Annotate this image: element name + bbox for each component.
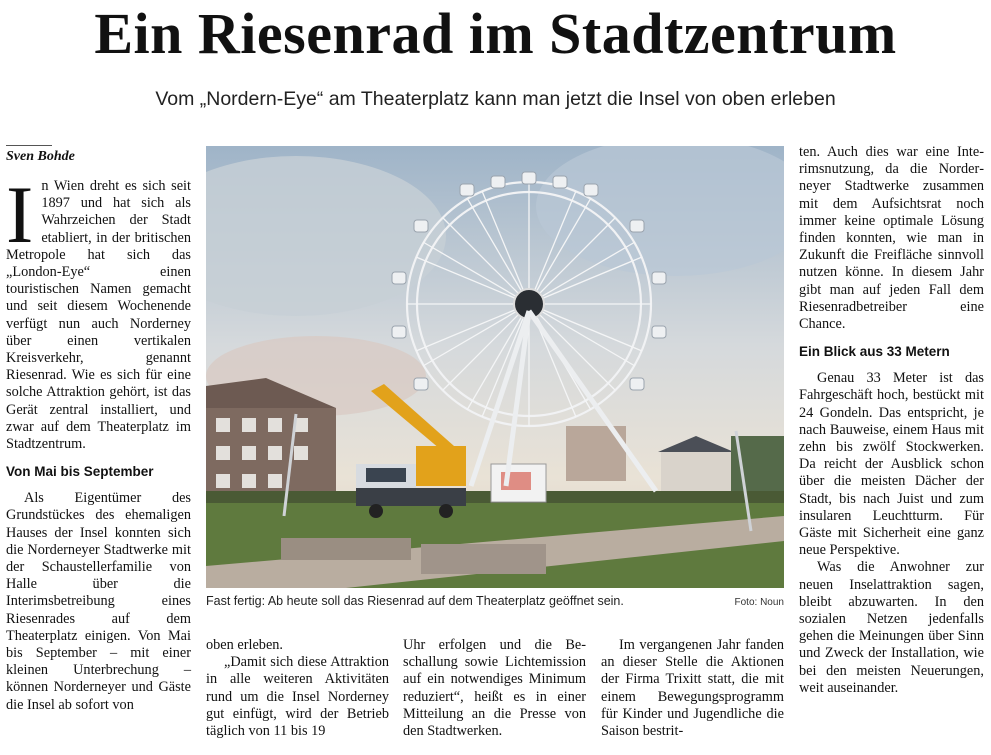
paragraph: Genau 33 Meter ist das Fahrgeschäft hoch, bestückt mit 24 Gondeln. Das entspricht, je nach Bauweise, einem Haus mit zehn bis zwölf Stockwerken. Da reicht der Ausblick schon über die meisten Dächer der Stadt, bis nach Juist und zum insularen Leuchtturm. Für Gäste mit Sicherheit eine ganz neue Perspektive.	[799, 370, 984, 559]
article-column-2	[206, 637, 389, 740]
article-column-4	[601, 637, 784, 740]
drop-cap: I	[6, 169, 34, 260]
paragraph: Im vergangenen Jahr fanden an dieser Stelle die Aktionen der Firma Trixitt statt, die mit einem Bewegungsprogramm für Kinder und Jugendliche die Saison bestrit-	[601, 637, 784, 740]
paragraph: Uhr erfolgen und die Beschallung sowie Lichtemission auf ein notwendiges Minimum reduziert“, heißt es in einer Mitteilung an die Presse von den Stadtwerken.	[403, 637, 586, 740]
paragraph: Was die Anwohner zur neuen Inselattraktion sagen, bleibt abzuwarten. In den sozialen Netzen jedenfalls gehen die Meinungen über Sinn und Zweck der Installation, wie bei den meisten Neuerungen, weit auseinander.	[799, 559, 984, 696]
article-column-5	[799, 144, 984, 697]
paragraph: oben erleben.	[206, 637, 284, 653]
paragraph: ten. Auch dies war eine Interimsnutzung, da die Norderneyer Stadtwerke zusammen mit dem Aufsichtsrat noch immer keine optimale Lösung finden konnten, wie man in Zukunft die Freifläche sinnvoll nutzen könne. In diesem Jahr gibt man auf jeden Fall dem Riesenradbetreiber eine Chance.	[799, 144, 984, 333]
author-byline: Sven Bohde	[6, 149, 75, 164]
section-heading: Von Mai bis September	[6, 464, 154, 480]
paragraph: n Wien dreht es sich seit 1897 und hat sich als Wahrzeichen der Stadt etabliert, in der britischen Metropole hat sich das „London-Eye“ einen touristischen Namen gemacht und seit diesem Wochenende verfügt nun auch Norderney über einen vertikalen Kreisverkehr, genannt Riesenrad. Wie es sich für eine solche Attraktion gehört, ist das Gerät zentral installiert, und zwar auf dem Theaterplatz im Stadtzentrum.	[6, 178, 191, 453]
photo-caption: Fast fertig: Ab heute soll das Riesenrad auf dem Theaterplatz geöffnet sein.	[206, 594, 624, 608]
ferris-wheel-photo	[206, 146, 784, 588]
author-rule	[6, 145, 52, 146]
paragraph: Als Eigentümer des Grundstückes des ehemaligen Hauses der Insel konnten sich die Norderneyer Stadtwerke mit der Schaustellerfamilie von Halle über die Interimsbetreibung eines Riesenrades auf dem Theaterplatz einigen. Von Mai bis September – mit einer kleinen Unterbrechung – können Norderneyer und Gäste die Insel ab sofort von	[6, 490, 191, 713]
paragraph: „Damit sich diese Attraktion in alle weiteren Aktivitäten rund um die Insel Norderney gut einfügt, wird der Betrieb täglich von 11 bis 19	[206, 654, 389, 740]
headline: Ein Riesenrad im Stadtzentrum	[94, 1, 897, 66]
article-column-1	[6, 169, 191, 714]
section-heading: Ein Blick aus 33 Metern	[799, 344, 950, 360]
photo-credit: Foto: Noun	[734, 597, 784, 608]
subheadline: Vom „Nordern-Eye“ am Theaterplatz kann man jetzt die Insel von oben erleben	[155, 88, 836, 110]
article-column-3	[403, 637, 586, 740]
